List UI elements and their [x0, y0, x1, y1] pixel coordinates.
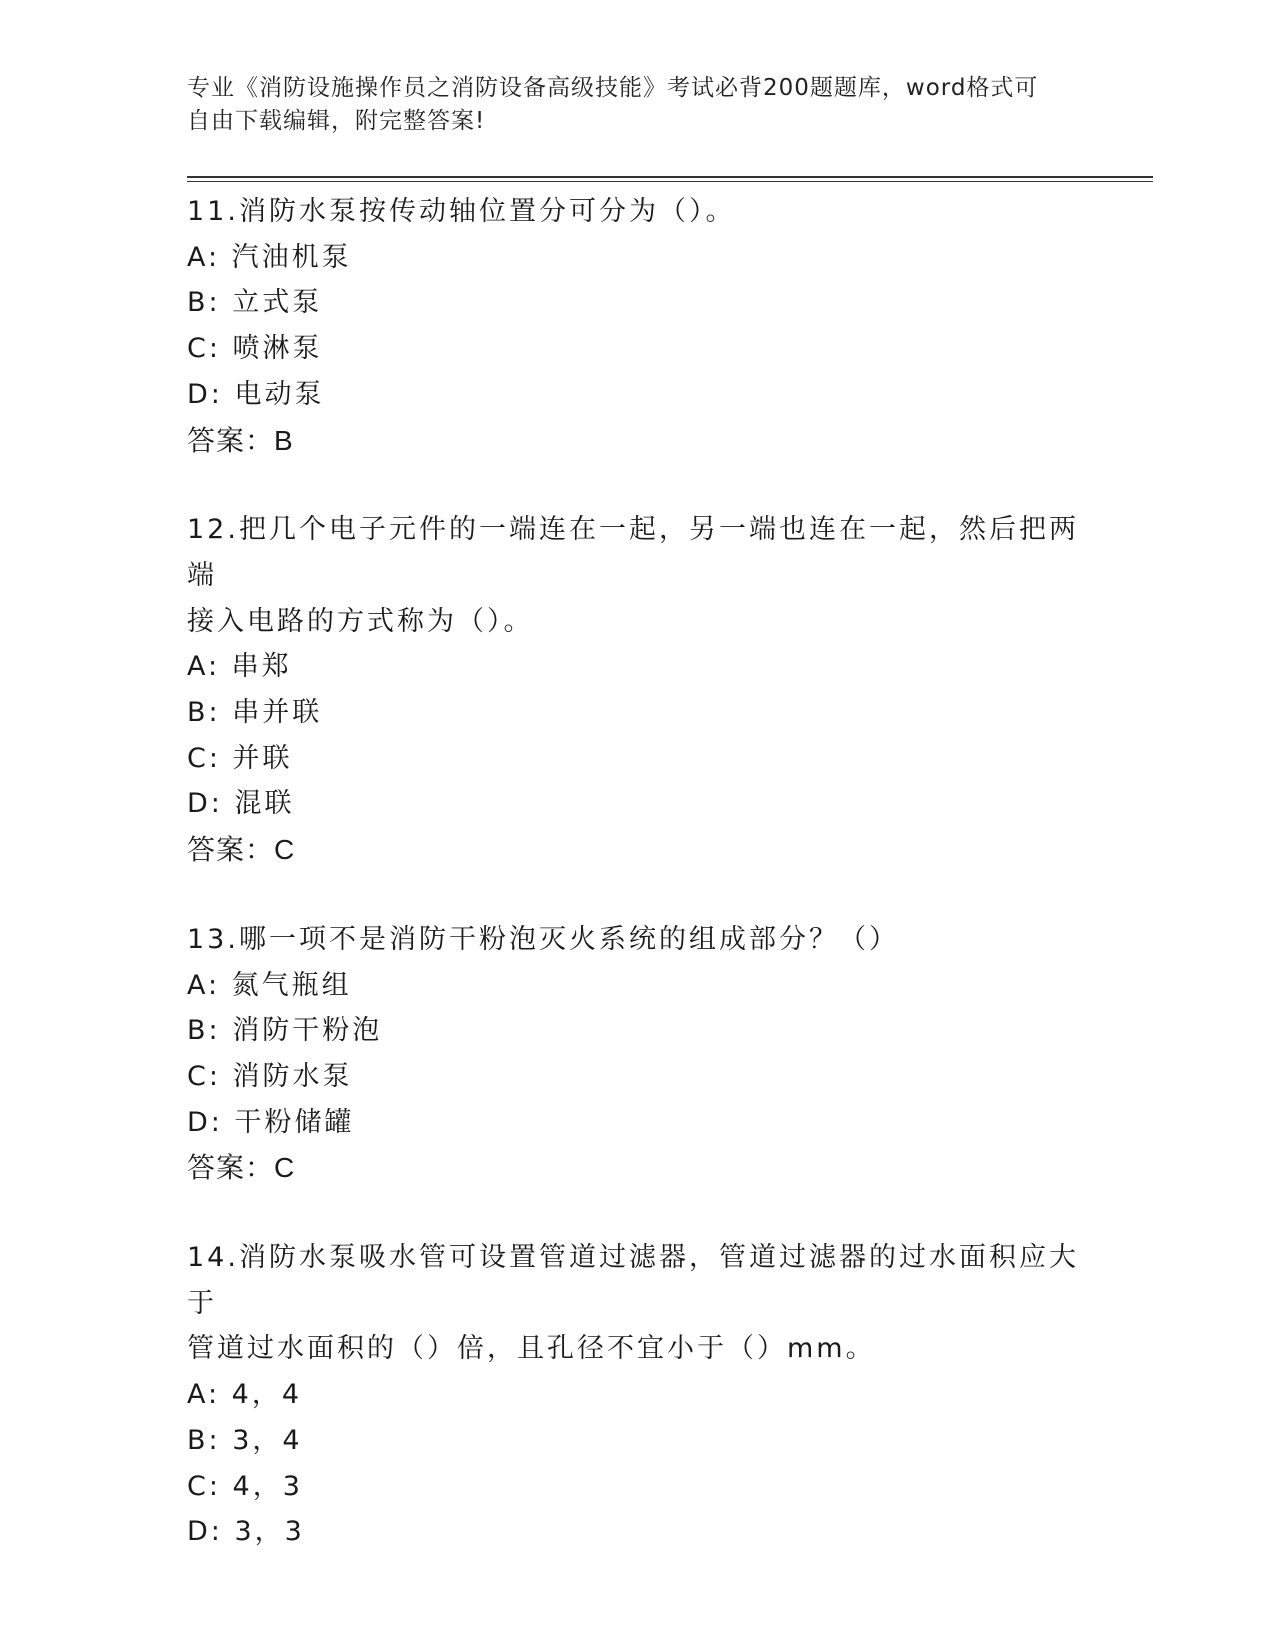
option-d: D: 混联: [187, 788, 295, 820]
question-stem: 11.消防水泵按传动轴位置分可分为（）。: [187, 196, 736, 227]
question-list: [187, 189, 1087, 1599]
option-b: B: 3，4: [187, 1424, 303, 1456]
option-b: B: 串并联: [187, 697, 323, 729]
option-c: C: 消防水泵: [187, 1060, 353, 1092]
header-divider-thin: [187, 181, 1153, 182]
question-stem: 14.消防水泵吸水管可设置管道过滤器，管道过滤器的过水面积应大于: [187, 1242, 1079, 1319]
option-c: C: 4，3: [187, 1470, 303, 1502]
question-stem: 13.哪一项不是消防干粉泡灭火系统的组成部分？（）: [187, 923, 899, 955]
document-header: [187, 72, 1067, 138]
option-d: D: 3，3: [187, 1516, 305, 1548]
option-b: B: 立式泵: [187, 287, 323, 319]
option-a: A: 串郑: [187, 651, 292, 683]
question-13: [187, 917, 1087, 1191]
question-stem: 12.把几个电子元件的一端连在一起，另一端也连在一起，然后把两端: [187, 514, 1079, 591]
header-line-1: 专业《消防设施操作员之消防设备高级技能》考试必背200题题库，word格式可: [187, 75, 1039, 101]
option-d: D: 干粉储罐: [187, 1106, 355, 1138]
answer-line: 答案：C: [187, 834, 296, 866]
option-a: A: 汽油机泵: [187, 241, 352, 273]
option-c: C: 喷淋泵: [187, 333, 323, 365]
question-14: [187, 1235, 1087, 1555]
question-12: [187, 507, 1087, 873]
question-stem-continued: 接入电路的方式称为（）。: [187, 605, 534, 637]
question-stem-continued: 管道过水面积的（）倍，且孔径不宜小于（）mm。: [187, 1333, 876, 1365]
option-a: A: 4，4: [187, 1379, 303, 1411]
question-11: [187, 189, 1087, 463]
option-c: C: 并联: [187, 742, 293, 774]
answer-line: 答案：C: [187, 1152, 296, 1184]
option-d: D: 电动泵: [187, 378, 325, 410]
option-a: A: 氮气瓶组: [187, 969, 352, 1001]
header-line-2: 自由下载编辑，附完整答案!: [187, 108, 486, 134]
answer-line: 答案：B: [187, 424, 294, 456]
header-divider-thick: [187, 176, 1153, 178]
option-b: B: 消防干粉泡: [187, 1015, 383, 1047]
